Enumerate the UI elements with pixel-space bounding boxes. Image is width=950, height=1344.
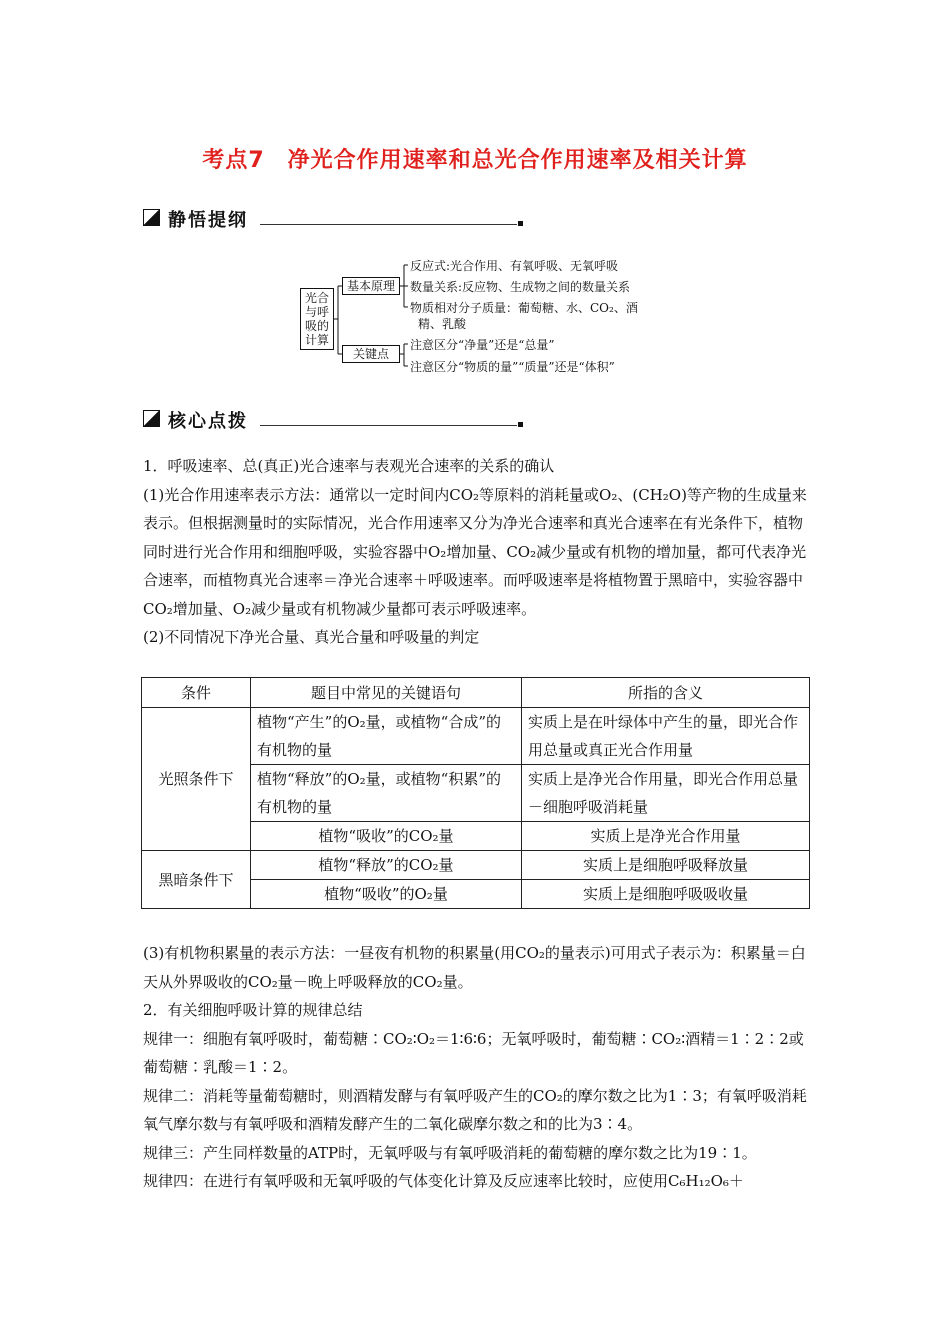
table-cell: 实质上是净光合作用量，即光合作用总量－细胞呼吸消耗量 [522, 765, 810, 822]
page-title: 考点7 净光合作用速率和总光合作用速率及相关计算 [202, 148, 748, 173]
body-text-1 [143, 452, 811, 652]
section-rule-end-icon [518, 422, 523, 427]
body-text-2 [143, 939, 811, 1196]
section-rule-end-icon [518, 221, 523, 226]
table-cell: 实质上是细胞呼吸释放量 [522, 851, 810, 880]
section-header-core [143, 407, 523, 433]
mindmap-leaf: 反应式:光合作用、有氧呼吸、无氧呼吸 [410, 259, 619, 273]
table-row [142, 851, 810, 880]
table-cell: 植物“释放”的O₂量，或植物“积累”的有机物的量 [251, 765, 522, 822]
mindmap-branch-keypoints: 关键点 [342, 345, 400, 363]
table-cell: 植物“产生”的O₂量，或植物“合成”的有机物的量 [251, 708, 522, 765]
table-group-cell: 光照条件下 [142, 708, 251, 851]
mindmap-leaf: 注意区分“净量”还是“总量” [410, 338, 555, 352]
mindmap-center-line: 吸的 [304, 319, 329, 333]
paragraph: (1)光合作用速率表示方法：通常以一定时间内CO₂等原料的消耗量或O₂、(CH₂O)等产物的生成量来表示。但根据测量时的实际情况，光合作用速率又分为净光合速率和真光合速率在有光条件下，植物同时进行光合作用和细胞呼吸，实验容器中O₂增加量、CO₂减少量或有机物的增加量，都可代表净光合速率，而植物真光合速率＝净光合速率＋呼吸速率。而呼吸速率是将植物置于黑暗中，实验容器中CO₂增加量、O₂减少量或有机物减少量都可表示呼吸速率。 [143, 485, 807, 618]
table-header: 所指的含义 [522, 678, 810, 708]
mindmap-leaf: 注意区分“物质的量”“质量”还是“体积” [410, 360, 615, 374]
mindmap-leaf: 物质相对分子质量：葡萄糖、水、CO₂、酒 [410, 301, 638, 315]
comparison-table [141, 677, 810, 909]
paragraph: 规律二：消耗等量葡萄糖时，则酒精发酵与有氧呼吸产生的CO₂的摩尔数之比为1∶3；有氧呼吸消耗氧气摩尔数与有氧呼吸和酒精发酵产生的二氧化碳摩尔数之和的比为3∶4。 [143, 1086, 807, 1133]
table-header-row [142, 678, 810, 708]
section-rule [260, 425, 517, 426]
table-cell: 实质上是净光合作用量 [522, 822, 810, 851]
mindmap-center-line: 光合 [304, 291, 329, 305]
section-marker-icon [143, 209, 160, 226]
paragraph: 1．呼吸速率、总(真正)光合速率与表观光合速率的关系的确认 [143, 457, 555, 475]
section-title: 核心点拨 [168, 411, 248, 432]
table-group-cell: 黑暗条件下 [142, 851, 251, 909]
mindmap-center-line: 计算 [304, 333, 329, 347]
table-cell: 植物“吸收”的CO₂量 [251, 822, 522, 851]
table-cell: 实质上是在叶绿体中产生的量，即光合作用总量或真正光合作用量 [522, 708, 810, 765]
table-cell: 植物“吸收”的O₂量 [251, 880, 522, 909]
mindmap-branch-principles: 基本原理 [342, 277, 400, 295]
paragraph: 规律四：在进行有氧呼吸和无氧呼吸的气体变化计算及反应速率比较时，应使用C₆H₁₂O₆＋ [143, 1172, 744, 1190]
mindmap-center-line: 与呼 [304, 305, 329, 319]
table-cell: 实质上是细胞呼吸吸收量 [522, 880, 810, 909]
paragraph: 规律三：产生同样数量的ATP时，无氧呼吸与有氧呼吸消耗的葡萄糖的摩尔数之比为19∶1。 [143, 1143, 757, 1162]
section-title: 静悟提纲 [168, 210, 248, 231]
section-marker-icon [143, 410, 160, 427]
paragraph: 规律一：细胞有氧呼吸时，葡萄糖∶CO₂∶O₂＝1∶6∶6；无氧呼吸时，葡萄糖∶CO₂∶酒精＝1∶2∶2或葡萄糖∶乳酸＝1∶2。 [143, 1029, 804, 1076]
section-header-outline [143, 206, 523, 232]
table-row [142, 708, 810, 765]
mindmap-leaf: 数量关系:反应物、生成物之间的数量关系 [410, 280, 631, 294]
mindmap-center [300, 288, 334, 350]
paragraph: (2)不同情况下净光合量、真光合量和呼吸量的判定 [143, 628, 480, 646]
section-rule [260, 224, 517, 225]
table-header: 题目中常见的关键语句 [251, 678, 522, 708]
paragraph: 2．有关细胞呼吸计算的规律总结 [143, 1001, 363, 1019]
paragraph: (3)有机物积累量的表示方法：一昼夜有机物的积累量(用CO₂的量表示)可用式子表示为：积累量＝白天从外界吸收的CO₂量－晚上呼吸释放的CO₂量。 [143, 944, 806, 991]
table-header: 条件 [142, 678, 251, 708]
table-cell: 植物“释放”的CO₂量 [251, 851, 522, 880]
mindmap-leaf: 精、乳酸 [418, 317, 467, 331]
